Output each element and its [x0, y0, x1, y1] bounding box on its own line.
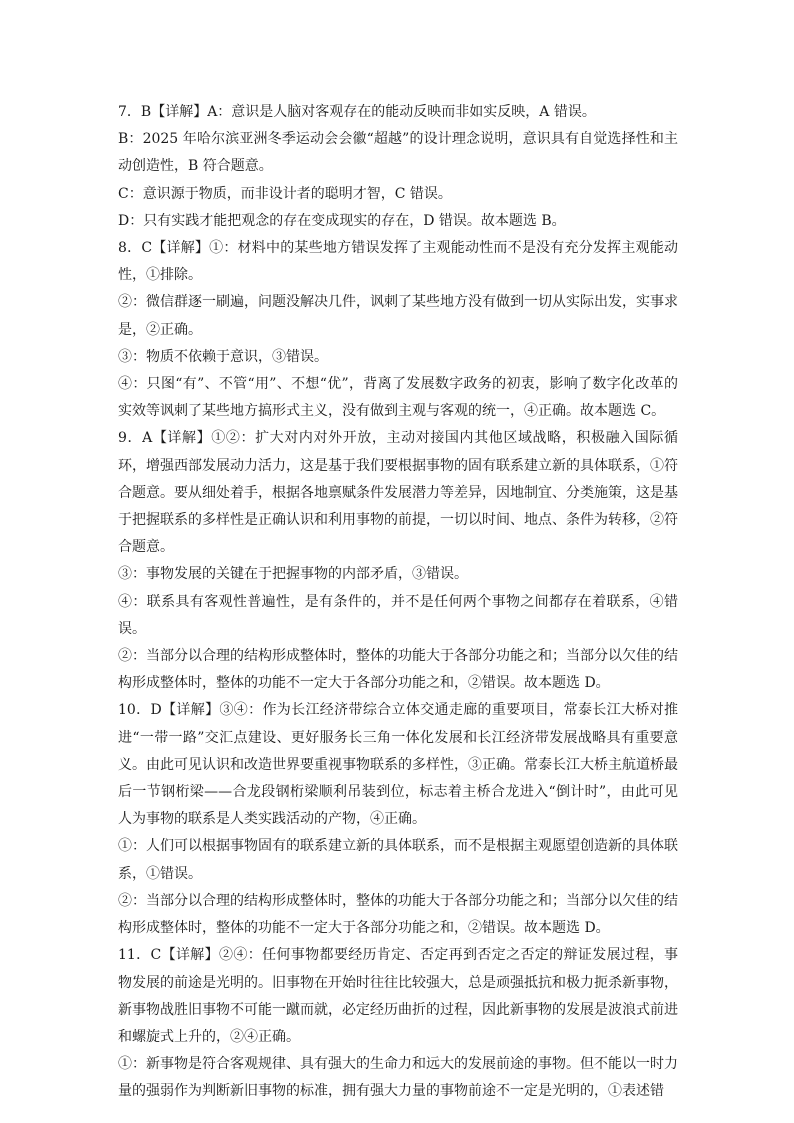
paragraph-q8-3: ③：物质不依赖于意识，③错误。	[118, 348, 328, 365]
paragraph-q8-4: ④：只图“有”、不管“用”、不想“优”，背离了发展数字政务的初衷，影响了数字化改革的实效等讽刺了某些地方搞形式主义，没有做到主观与客观的统一，④正确。故本题选 C。	[118, 376, 678, 420]
paragraph-q10-34: 10．D【详解】③④：作为长江经济带综合立体交通走廊的重要项目，常泰长江大桥对推进“一带一路”交汇点建设、更好服务长三角一体化发展和长江经济带发展战略具有重要意义。由此可见认识和改造世界要重视事物联系的多样性，③正确。常泰长江大桥主航道桥最后一节钢桁梁——合龙段钢桁梁顺利吊装到位，标志着主桥合龙进入“倒计时”，由此可见人为事物的联系是人类实践活动的产物，④正确。	[118, 702, 678, 828]
paragraph-q11-24: 11．C【详解】②④：任何事物都要经历肯定、否定再到否定之否定的辩证发展过程，事物发展的前途是光明的。旧事物在开始时往往比较强大，总是顽强抵抗和极力扼杀新事物，新事物战胜旧事物不可能一蹴而就，必定经历曲折的过程，因此新事物的发展是波浪式前进和螺旋式上升的，②④正确。	[118, 947, 678, 1045]
paragraph-q7-d: D：只有实践才能把观念的存在变成现实的存在，D 错误。故本题选 B。	[118, 212, 566, 229]
paragraph-q9-3: ③：事物发展的关键在于把握事物的内部矛盾，③错误。	[118, 566, 468, 583]
paragraph-q9-12: 9．A【详解】①②：扩大对内对外开放，主动对接国内其他区域战略，积极融入国际循环，增强西部发展动力活力，这是基于我们要根据事物的固有联系建立新的具体联系，①符合题意。要从细处着手，根据各地禀赋条件发展潜力等差异，因地制宜、分类施策，这是基于把握联系的多样性是正确认识和利用事物的前提，一切以时间、地点、条件为转移，②符合题意。	[118, 430, 678, 556]
paragraph-q10-1: ①：人们可以根据事物固有的联系建立新的具体联系，而不是根据主观愿望创造新的具体联系，①错误。	[118, 838, 678, 882]
paragraph-q10-2: ②：当部分以合理的结构形成整体时，整体的功能大于各部分功能之和；当部分以欠佳的结构形成整体时，整体的功能不一定大于各部分功能之和，②错误。故本题选 D。	[118, 892, 678, 937]
paragraph-q7-a: 7．B【详解】A：意识是人脑对客观存在的能动反映而非如实反映，A 错误。	[118, 104, 596, 120]
paragraph-q7-c: C：意识源于物质，而非设计者的聪明才智，C 错误。	[118, 185, 452, 202]
paragraph-q8-2: ②：微信群逐一刷遍，问题没解决几件，讽刺了某些地方没有做到一切从实际出发，实事求是，②正确。	[118, 294, 678, 338]
paragraph-q9-2: ②：当部分以合理的结构形成整体时，整体的功能大于各部分功能之和；当部分以欠佳的结构形成整体时，整体的功能不一定大于各部分功能之和，②错误。故本题选 D。	[118, 648, 678, 692]
paragraph-q8-1: 8．C【详解】①：材料中的某些地方错误发挥了主观能动性而不是没有充分发挥主观能动性，①排除。	[118, 240, 678, 284]
answer-explanations	[118, 99, 678, 1106]
paragraph-q7-b: B：2025 年哈尔滨亚洲冬季运动会会徽“超越”的设计理念说明，意识具有自觉选择性和主动创造性，B 符合题意。	[118, 131, 678, 175]
paragraph-q11-1: ①：新事物是符合客观规律、具有强大的生命力和远大的发展前途的事物。但不能以一时力量的强弱作为判断新旧事物的标准，拥有强大力量的事物前途不一定是光明的，①表述错	[118, 1056, 678, 1100]
paragraph-q9-4: ④：联系具有客观性普遍性，是有条件的，并不是任何两个事物之间都存在着联系，④错误。	[118, 593, 678, 637]
